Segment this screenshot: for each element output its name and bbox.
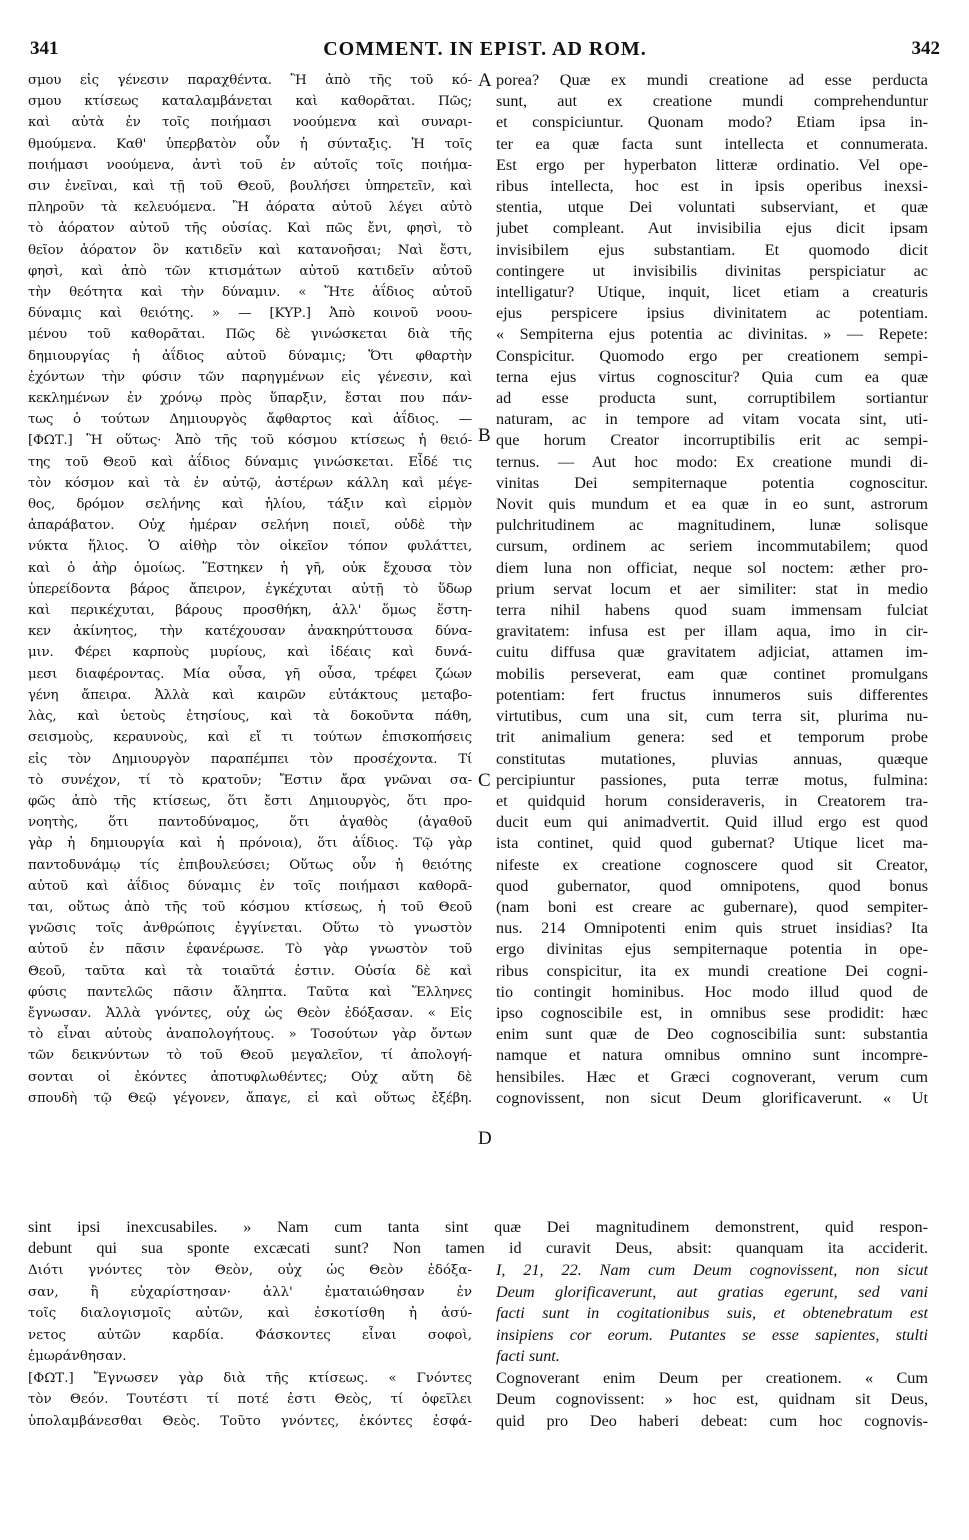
latin-text-line: I, 21, 22. Nam cum Deum cognovissent, non sicut [496,1261,928,1279]
section-marker-a: A [478,70,492,91]
greek-text-line: της τοῦ Θεοῦ καὶ ἀΐδιος δύναμις γινώσκεται. Εἶδέ τις [28,454,472,470]
greek-text-line: τὸ ἀόρατον αὐτοῦ τῆς οὐσίας. Καὶ πῶς ἔνι, φησὶ, τὸ [28,221,472,237]
greek-text-line: ἐμωράνθησαν. [28,1349,127,1364]
spanning-text-line: debunt qui sua sponte excæcati sunt? Non tamen id curavit Deus, absit: quanquam ita acciderit. [28,1239,928,1258]
latin-text-line: et quidquid horum consideraveris, in Creatorem tra- [496,791,928,810]
greek-text-line: καὶ περικέχυται, βάρους προσθήκη, ἀλλ' ὅμως ἕστη- [28,603,472,619]
latin-text-line: quod gubernator, quod omnipotens, quod bonus [496,876,928,895]
spanning-text-line: sint ipsi inexcusabiles. » Nam cum tanta sint quæ Dei magnitudinem demonstrent, quid respon- [28,1218,928,1236]
latin-text-line: Deum cognovissent: » hoc est, quidnam sit Deus, [496,1390,928,1408]
latin-text-line: cursum, ordinem ac seriem incommutabilem; quod [496,537,928,556]
latin-text-line: nifeste ex creatione cognoscere quod sit Creator, [496,855,928,874]
greek-text-line: τὸν Θεόν. Τουτέστι τί ποτέ ἐστι Θεὸς, τί ὀφεῖλει [28,1392,472,1407]
latin-text-line: « Sempiterna ejus potentia ac divinitas. » — Repete: [496,325,928,344]
latin-text-line: ista continet, quid quod gubernat? Utique licet ma- [496,834,928,853]
latin-text-line: diem luna non officiat, neque sol noctem: æther pro- [496,558,928,577]
greek-text-line: νοητὴς, ὅτι παντοδύναμος, ὅτι ἀγαθὸς (ἀγαθοῦ [28,815,472,831]
greek-text-line: τως ὁ τούτων Δημιουργὸς ἄφθαρτος καὶ ἀΐδιος. — [28,412,472,428]
greek-text-line: εἰς τὸν Δημιουργὸν παραπέμπει τὸν προσέχοντα. Τί [28,751,472,767]
greek-text-line: θεῖον ἀόρατον ὂν κατιδεῖν καὶ κατανοῆσαι; Ναὶ ἔστι, [28,242,472,258]
latin-text-line: invisibilem ejus substantiam. Et quomodo dicit [496,240,928,259]
latin-text-line: Est ergo per hyperbaton litteræ ordinatio. Vel ope- [496,155,928,174]
latin-text-line: intelligatur? Utique, inquit, licet etiam a creaturis [496,283,928,302]
latin-text-line: ter ea quæ facta sunt intellecta et connumerata. [496,134,928,153]
greek-text-line: ἔγνωσαν. Ἀλλὰ γνόντες, οὐχ ὡς Θεὸν ἐδόξασαν. « Εἰς [28,1005,472,1021]
latin-text-line: vinitas Dei sempiternaque potentia cognoscitur. [496,473,928,492]
spanning-text [28,1217,928,1259]
latin-text-line: Conspicitur. Quomodo ergo per creationem sempi- [496,346,928,365]
latin-text-line: ergo divinitas ejus sempiternaque potentia in ope- [496,940,928,959]
latin-text-line: percipiuntur passiones, puta terræ motus, fulmina: [496,770,928,789]
greek-text-line: [ΦΩΤ.] Ἔγνωσεν γὰρ διὰ τῆς κτίσεως. « Γνόντες [28,1370,472,1386]
greek-text-line: τῶν δεικνύντων τὸ τοῦ Θεοῦ μεγαλεῖον, τί ἀπολογή- [28,1048,472,1064]
latin-text-line: insipiens cor eorum. Putantes se esse sapientes, stulti [496,1325,928,1344]
greek-text-line: γνῶσις τοῖς ἀνθρώποις ἐγγίνεται. Οὕτω τὸ γνωστὸν [28,921,472,937]
page-number-right: 342 [911,38,940,59]
latin-text-line: ribus conspicitur, ita ex mundi creatione Dei cogni- [496,961,928,980]
greek-text-line: ὑπερείδοντα βάρος ἄπειρον, ἐγκέχυται αὐτῇ τὸ ὕδωρ [28,581,472,597]
greek-text-line: ἐχόντων τὴν φύσιν τῶν παρηγμένων εἰς γένεσιν, καὶ [28,369,472,385]
greek-text-line: μένου τοῦ καθορᾶται. Πῶς δὲ γινώσκεται διὰ τῆς [28,327,472,343]
latin-column [496,70,928,1109]
latin-text-line: Novit quis mundum et ea quæ in eo sunt, astrorum [496,495,928,514]
greek-text-line: ποιήμασι νοούμενα, ἀντὶ τοῦ ἐν αὐτοῖς τοῖς ποιήμα- [28,157,472,173]
greek-text-line: μεσι διαφέροντας. Μία οὖσα, γῆ οὖσα, τρέφει ζώων [28,666,472,682]
greek-text-line: γένη ἄπειρα. Ἀλλὰ καὶ καιρῶν εὐτάκτους μεταβο- [28,687,472,703]
greek-text-line: αὐτοῦ ἐν πᾶσιν ἐφανέρωσε. Τὸ γὰρ γνωστὸν τοῦ [28,942,472,958]
greek-text-line: σαν, ἢ εὐχαρίστησαν· ἀλλ' ἐματαιώθησαν ἐν [28,1284,472,1300]
greek-text-line: ται, οὕτως ἀπὸ τῆς τοῦ κόσμου κτίσεως, ἡ τοῦ Θεοῦ [28,899,472,915]
latin-text-line: sunt, aut ex creatione mundi comprehenduntur [496,92,928,111]
latin-text-line: Cognoverant enim Deum per creationem. « Cum [496,1368,928,1387]
greek-text-line: ἀπαράβατον. Οὐχ ἡμέραν σελήνη ποιεῖ, οὐδὲ τὴν [28,518,472,534]
greek-text-line: σιν ἐνεῖναι, καὶ τῇ τοῦ Θεοῦ, βουλήσει ὑπηρετεῖν, καὶ [28,179,472,195]
latin-text-line: ribus intellecta, hoc est in ipsis operibus inexsi- [496,177,928,196]
latin-text-line: ducit eum qui animadvertit. Quid illud ergo est quod [496,813,928,832]
greek-text-line: τοῖς διαλογισμοῖς αὐτῶν, καὶ ἐσκοτίσθη ἡ ἀσύ- [28,1306,472,1321]
greek-text-line: σμου κτίσεως καταλαμβάνεται καὶ καθορᾶται. Πῶς; [28,94,472,110]
page-header [30,38,940,62]
greek-text-line: θος, δρόμον σελήνης καὶ ἡλίου, τάξιν καὶ εἱρμὸν [28,497,472,513]
greek-text-line: τὴν θεότητα καὶ τὴν δύναμιν. « Ἥτε ἀΐδιος αὐτοῦ [28,285,472,301]
latin-text-line: potentiam: fert fructus innumeros suis differentes [496,685,928,704]
greek-text-line: τὸ συνέχον, τί τὸ κρατοῦν; Ἔστιν ἄρα γνῶναι σα- [28,772,472,788]
latin-text-line: namque et natura omnibus omnino sunt incompre- [496,1046,928,1065]
greek-text-line: Θεοῦ, ταῦτα καὶ τὰ τοιαῦτά ἐστιν. Οὐσία δὲ καὶ [28,963,472,979]
latin-text-line: ejus perspicere ipsius divinitatem ac potentiam. [496,304,928,323]
section-marker-b: B [478,425,491,446]
greek-text-line: φησὶ, καὶ ἀπὸ τῶν κτισμάτων αὐτοῦ κατιδεῖν αὐτοῦ [28,263,472,279]
latin-text-line: enim sunt quæ de Deo cognoscibilia sunt: substantia [496,1025,928,1044]
latin-text-line: facti sunt in cogitationibus suis, et obtenebratum est [496,1304,928,1322]
latin-text-line: (nam boni est creare ac gubernare), quod sempiter- [496,897,928,916]
latin-text-line: prium servat locum et aer similiter: stat in medio [496,579,928,598]
greek-text-line: αὐτοῦ καὶ ἀΐδιος δύναμις ἐν τοῖς ποιήμασι καθορᾶ- [28,878,472,894]
latin-text-line: cognovissent, non sicut Deum glorificaverunt. « Ut [496,1088,928,1107]
latin-text-line: et conspiciuntur. Quonam modo? Etiam ipsa in- [496,113,928,132]
latin-text-line: stentia, utque Dei voluntati subserviant, et quæ [496,198,928,217]
section-marker-c: C [478,770,491,791]
greek-text-line: λὰς, καὶ ὑετοὺς ἐτησίους, καὶ τὰ δοκοῦντα πάθη, [28,709,472,725]
greek-text-line: σπουδὴ τῷ Θεῷ γέγονεν, ἄπαγε, εἰ καὶ οὕτως ἐξέβη. [28,1090,472,1106]
latin-text-line: facti sunt. [496,1347,560,1365]
greek-text-line: σονται οἱ ἑκόντες ἀποτυφλωθέντες; Οὐχ αὕτη δὲ [28,1069,472,1085]
greek-text-line: τὸν κόσμον καὶ τὰ ἐν αὐτῷ, ἀστέρων κάλλη καὶ μέγε- [28,475,472,491]
greek-text-line: μιν. Φέρει καρποὺς μυρίους, καὶ ἰδέαις καὶ δυνά- [28,645,472,661]
greek-text-line: φῶς ἀπὸ τῆς κτίσεως, ὅτι ἔστι Δημιουργὸς, ὅτι προ- [28,793,472,809]
latin-text-line: constitutas mutationes, pluvias annuas, quæque [496,749,928,768]
latin-text-line: ipso cognoscibile est, in omnibus sese prodidit: hæc [496,1003,928,1022]
greek-text-line: δημιουργίας ἡ ἀΐδιος αὐτοῦ δύναμις; Ὅτι φθαρτὴν [28,348,472,364]
greek-text-line: καὶ ὁ ἀὴρ ὁμοίως. Ἕστηκεν ἡ γῆ, οὐκ ἔχουσα τὸν [28,560,472,576]
greek-text-line: Διότι γνόντες τὸν Θεὸν, οὐχ ὡς Θεὸν ἐδόξα- [28,1263,472,1278]
latin-text-line: pulchritudinem ac magnitudinem, lunæ solisque [496,516,928,535]
greek-text-line: θμούμενα. Καθ' ὑπερβατὸν οὖν ἡ σύνταξις. Ἡ τοῖς [28,136,472,152]
greek-text-line: κεν ἀκίνητος, τὴν κατέχουσαν ἀνακηρύττουσα δύνα- [28,624,472,640]
greek-text-line: φύσις παντελῶς πᾶσιν ἄληπτα. Ταῦτα καὶ Ἕλληνες [28,984,472,1000]
latin-text-line: naturam, ac in tempore ad vitam vocata sint, uti- [496,410,928,429]
greek-text-line: παντοδυνάμῳ τίς ἐπιβουλεύσει; Οὕτως οὖν ἡ θειότης [28,857,472,873]
latin-text-line: gravitatem: infusa est per illam aqua, imo in cir- [496,622,928,641]
latin-text-line: trit animalium genera: sed et temporum probe [496,728,928,747]
running-title: COMMENT. IN EPIST. AD ROM. [323,38,647,60]
latin-text-line: porea? Quæ ex mundi creatione ad esse perducta [496,71,928,89]
greek-text-line: γὰρ ἡ δημιουργία καὶ ἡ πρόνοια), ὅτι ἀΐδιος. Τῷ γὰρ [28,836,472,852]
greek-text-line: ὑπολαμβάνεσθαι Θεὸς. Τοῦτο γνόντες, ἑκόντες ἐσφά- [28,1413,472,1429]
latin-text-line: nus. 214 Omnipotenti enim quis struet insidias? Ita [496,919,928,938]
greek-text-line: καὶ αὐτὰ ἐν τοῖς ποιήμασι νοούμενα καὶ συναρι- [28,115,472,131]
latin-text-line: hensibiles. Hæc et Græci cognoverant, verum cum [496,1067,928,1086]
latin-text-line: virtutibus, cum una sit, cum terra sit, plurima nu- [496,707,928,726]
greek-text-line: σεισμοὺς, κεραυνοὺς, καὶ εἴ τι τούτων ἐπισκοπήσεις [28,730,472,746]
latin-text-line: mobilis perseverat, eam quæ continet promulgans [496,664,928,683]
latin-text-line: que horum Creator incorruptibilis erit ac sempi- [496,431,928,450]
latin-text-line: terna ejus virtus cognoscitur? Quia cum ea quæ [496,367,928,386]
greek-text-line: σμου εἰς γένεσιν παραχθέντα. Ἢ ἀπὸ τῆς τοῦ κό- [28,73,472,88]
greek-column [28,70,472,1109]
page-number-left: 341 [30,38,59,59]
latin-text-line: cuitu diffusa quæ gravitatem adjiciat, attamen im- [496,643,928,662]
greek-text-line: κεκλημένων ἐν χρόνῳ πρὸς ὕπαρξιν, ἔσται που πάν- [28,391,472,407]
greek-column-lower [28,1260,472,1432]
latin-text-line: jubet compleant. Aut invisibilia ejus dicit ipsam [496,219,928,238]
greek-text-line: πληροῦν τὰ κελευόμενα. Ἢ ἀόρατα αὐτοῦ λέγει αὐτὸ [28,200,472,216]
greek-text-line: δύναμις καὶ θειότης. » — [ΚΥΡ.] Ἀπὸ κοινοῦ νοου- [28,306,472,322]
latin-text-line: ad esse producta sunt, corruptibilem sortiantur [496,389,928,408]
latin-text-line: tio contingit hominibus. Hoc modo illud quod de [496,982,928,1001]
latin-text-line: Deum glorificaverunt, aut gratias egerunt, sed vani [496,1282,928,1301]
section-marker-d: D [478,1128,492,1149]
latin-text-line: contingere ut invisibilis divinitas perspiciatur ac [496,261,928,280]
greek-text-line: τὸ εἶναι αὐτοὺς ἀναπολογήτους. » Τοσούτων γὰρ ὄντων [28,1027,472,1043]
latin-column-lower [496,1260,928,1432]
latin-text-line: quid pro Deo haberi debeat: cum hoc cognovis- [496,1411,928,1430]
greek-text-line: νετος αὐτῶν καρδία. Φάσκοντες εἶναι σοφοὶ, [28,1327,472,1343]
greek-text-line: [ΦΩΤ.] Ἢ οὕτως· Ἀπὸ τῆς τοῦ κόσμου κτίσεως ἡ θειό- [28,433,472,449]
latin-text-line: ternus. — Aut hoc modo: Ex creatione mundi di- [496,452,928,471]
latin-text-line: terra nihil habens quod suam immensam fulciat [496,601,928,620]
greek-text-line: νύκτα ἥλιος. Ὁ αἰθὴρ τὸν οἰκεῖον τόπον φυλάττει, [28,539,472,555]
